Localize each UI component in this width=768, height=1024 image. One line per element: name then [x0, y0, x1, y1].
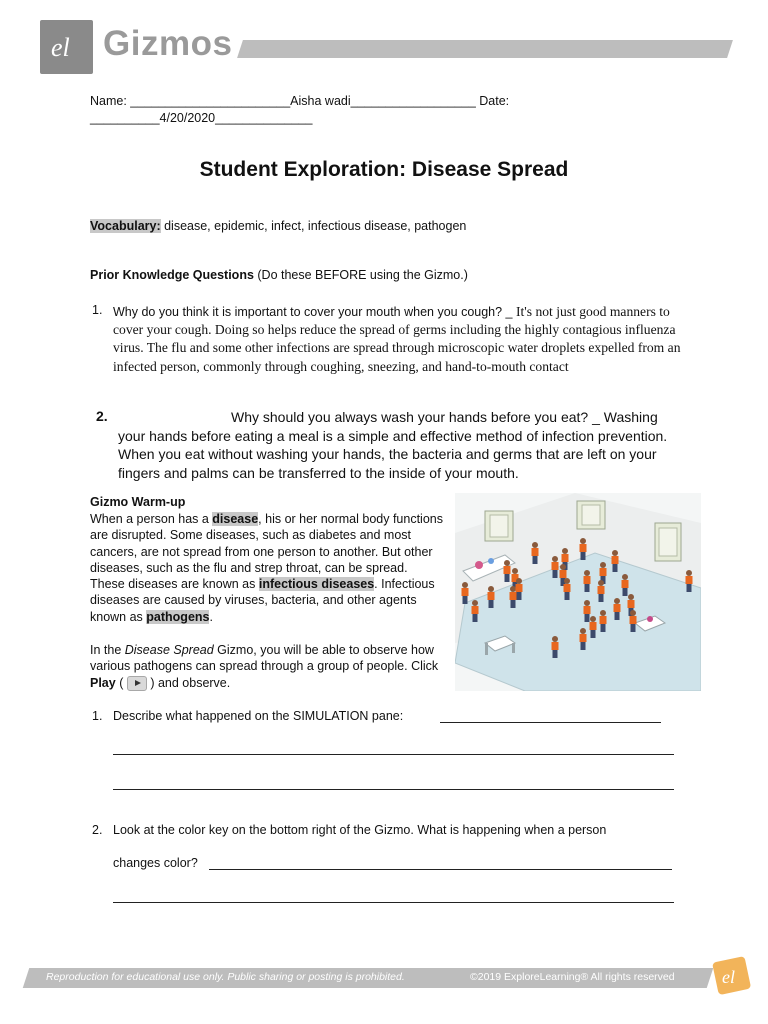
- answer-line[interactable]: [209, 869, 672, 870]
- warmup-question-1-text: Describe what happened on the SIMULATION pane:: [113, 709, 404, 723]
- explorelearning-footer-logo-icon: [712, 955, 752, 995]
- header-decor-bar: [237, 40, 733, 58]
- term-pathogens: pathogens: [146, 609, 210, 624]
- page-title: Student Exploration: Disease Spread: [199, 158, 569, 181]
- person-figure: [472, 600, 479, 622]
- prior-knowledge-heading: [90, 268, 468, 282]
- person-figure: [510, 586, 517, 608]
- footer-copyright: ©2019 ExploreLearning® All rights reserved: [470, 971, 675, 983]
- warmup-text: .: [209, 609, 213, 624]
- question-2-answer: Washing your hands before eating a meal is a simple and effective method of infection prevention. When you eat without washing your hands, the bacteria and germs that are left on your fingers and palms can be transferred to the inside of your mouth.: [118, 409, 668, 481]
- play-label: Play: [90, 675, 116, 690]
- warmup-text: ) and observe.: [150, 675, 231, 690]
- person-figure: [580, 538, 587, 560]
- person-figure: [600, 610, 607, 632]
- warmup-question-1-number: 1.: [92, 709, 103, 723]
- warmup-question-2-text-cont: changes color?: [113, 856, 198, 870]
- warmup-text: Gizmo, you will be able to observe how various pathogens can spread through a group of people. Click: [90, 643, 439, 674]
- explorelearning-logo-icon: [40, 20, 93, 74]
- prior-knowledge-note: (Do these BEFORE using the Gizmo.): [253, 268, 468, 282]
- answer-line[interactable]: [113, 902, 674, 903]
- person-figure: [516, 578, 523, 600]
- person-figure: [580, 628, 587, 650]
- prior-knowledge-label: Prior Knowledge Questions: [90, 268, 254, 282]
- person-figure: [622, 574, 629, 596]
- warmup-question-2-number: 2.: [92, 823, 103, 837]
- person-figure: [462, 582, 469, 604]
- person-figure: [488, 586, 495, 608]
- person-figure: [552, 556, 559, 578]
- question-1: [113, 303, 683, 376]
- person-figure: [630, 610, 637, 632]
- question-2-text: Why should you always wash your hands before you eat? _: [231, 409, 604, 425]
- person-figure: [564, 578, 571, 600]
- person-figure: [504, 560, 511, 582]
- person-figure: [584, 600, 591, 622]
- svg-text:el: el: [51, 33, 70, 62]
- person-figure: [686, 570, 693, 592]
- warmup-text: . Infectious diseases are caused by viruses, bacteria, and other agents known as: [90, 577, 435, 624]
- warmup-text: , his or her normal body functions are disrupted. Some diseases, such as diabetes and most cancers, are not spread from one person to another. But other diseases, such as the flu and strep throat, can be spread. These diseases are known as: [90, 512, 443, 592]
- warmup-paragraph-2: [90, 642, 445, 691]
- question-1-number: 1.: [92, 303, 103, 317]
- play-icon: [127, 676, 147, 691]
- warmup-question-2-text: Look at the color key on the bottom right of the Gizmo. What is happening when a person: [113, 823, 607, 837]
- question-1-text: Why do you think it is important to cover your mouth when you cough? _: [113, 305, 516, 319]
- person-figure: [532, 542, 539, 564]
- gizmo-name: Disease Spread: [124, 643, 214, 657]
- warmup-paragraph-1: [90, 511, 445, 625]
- brand-title: Gizmos: [103, 24, 233, 63]
- answer-line[interactable]: [113, 789, 674, 790]
- footer-notice: Reproduction for educational use only. Public sharing or posting is prohibited.: [46, 971, 405, 983]
- warmup-text: In the: [90, 643, 125, 657]
- person-figure: [590, 616, 597, 638]
- vocabulary-terms: disease, epidemic, infect, infectious disease, pathogen: [160, 219, 467, 233]
- warmup-text: (: [115, 675, 124, 690]
- warmup-heading: Gizmo Warm-up: [90, 495, 186, 509]
- question-2-number: 2.: [96, 408, 108, 424]
- answer-line[interactable]: [113, 754, 674, 755]
- warmup-text: When a person has a: [90, 512, 213, 526]
- vocabulary-line: [90, 219, 466, 233]
- person-figure: [614, 598, 621, 620]
- question-1-answer: It's not just good manners to cover your cough. Doing so helps reduce the spread of germs including the highly contagious influenza virus. The flu and some other infections are spread through microscopic water droplets expelled from an infected person, commonly through coughing, sneezing, and hand-to-mouth contact: [113, 304, 681, 374]
- simulation-illustration: [455, 493, 701, 691]
- date-line: __________4/20/2020______________: [90, 111, 313, 125]
- term-infectious-diseases: infectious diseases: [258, 577, 375, 592]
- svg-text:el: el: [722, 967, 735, 987]
- term-disease: disease: [212, 512, 259, 526]
- person-figure: [584, 570, 591, 592]
- person-figure: [612, 550, 619, 572]
- vocabulary-label: Vocabulary:: [90, 219, 161, 233]
- name-line: Name: _______________________Aisha wadi__________________ Date:: [90, 94, 510, 108]
- person-figure: [598, 580, 605, 602]
- question-2: [118, 408, 688, 482]
- person-figure: [552, 636, 559, 658]
- answer-line[interactable]: [440, 722, 661, 723]
